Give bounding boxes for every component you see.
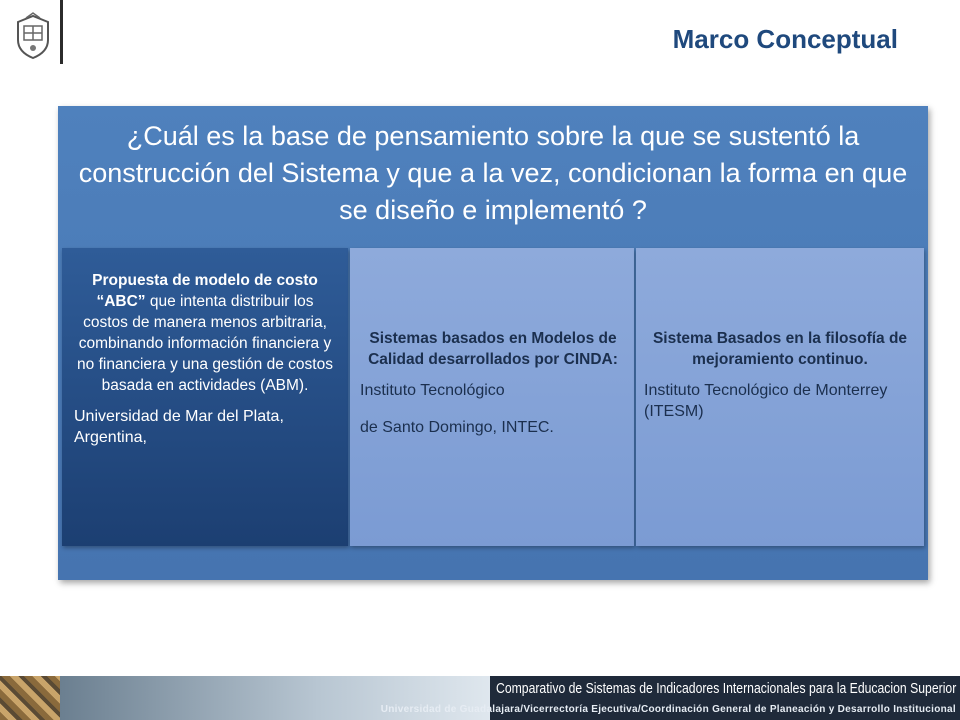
card-itesm-heading: Sistema Basados en la filosofía de mejoramiento continuo.	[652, 330, 908, 368]
card-cinda-heading: Sistemas basados en Modelos de Calidad desarrollados por CINDA:	[368, 330, 618, 368]
question-text: ¿Cuál es la base de pensamiento sobre la que se sustentó la construcción del Sistema y que a la vez, condicionan la forma en que se diseño e implementó ?	[78, 121, 908, 225]
footer-title: Comparativo de Sistemas de Indicadores Internacionales para la Educacion Superior	[496, 680, 957, 697]
card-itesm-institution: Instituto Tecnológico de Monterrey (ITESM)	[644, 382, 888, 420]
card-abc-body	[74, 270, 336, 396]
card-abc-body-lead: Propuesta de modelo de costo “ABC”	[92, 272, 318, 310]
university-crest-logo	[14, 12, 52, 60]
question-panel	[58, 106, 928, 580]
card-cinda-quality-models	[350, 248, 634, 546]
footer-subtitle: Universidad de Guadalajara/Vicerrectoría Ejecutiva/Coordinación General de Planeación y Desarrollo Institucional	[380, 704, 956, 715]
card-abc-cost-model	[62, 248, 348, 546]
card-cinda-institution-line1: Instituto Tecnológico	[360, 382, 505, 399]
card-abc-institution: Universidad de Mar del Plata, Argentina,	[74, 408, 284, 446]
header-divider	[60, 0, 63, 64]
card-continuous-improvement	[636, 248, 924, 546]
card-abc-body-rest: que intenta distribuir los costos de manera menos arbitraria, combinando información financiera y no financiera y una gestión de costos basada en actividades (ABM).	[77, 293, 333, 394]
footer-banner	[0, 676, 960, 720]
footer-photo	[0, 676, 60, 720]
card-cinda-institution-line2: de Santo Domingo, INTEC.	[360, 419, 554, 436]
slide-title: Marco Conceptual	[672, 24, 898, 54]
